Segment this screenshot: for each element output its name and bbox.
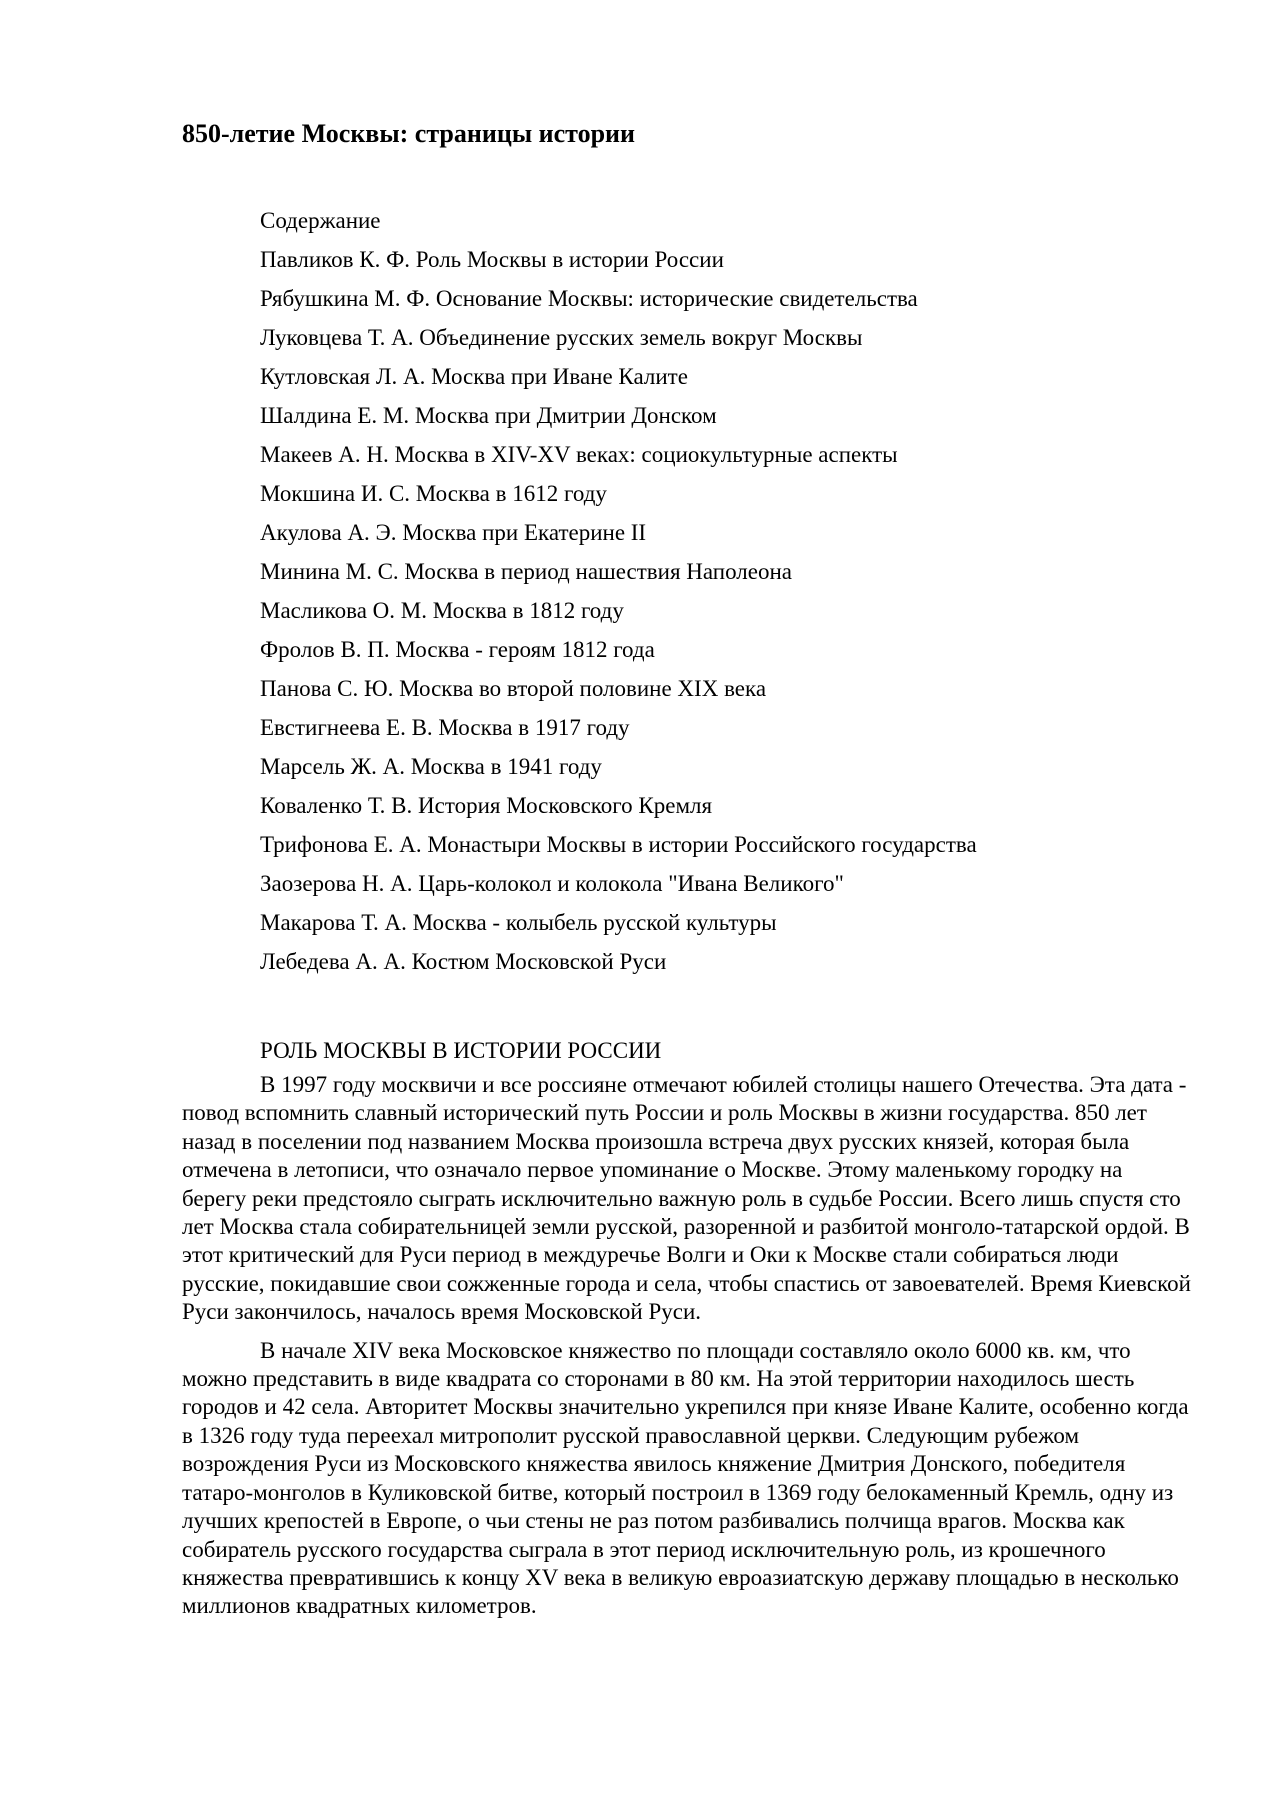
toc-item: Коваленко Т. В. История Московского Кремля (260, 793, 713, 818)
toc-item: Павликов К. Ф. Роль Москвы в истории России (260, 247, 724, 272)
toc-item: Акулова А. Э. Москва при Екатерине II (260, 520, 647, 545)
toc-item: Трифонова Е. А. Монастыри Москвы в истории Российского государства (260, 832, 977, 857)
toc-item: Макарова Т. А. Москва - колыбель русской культуры (260, 910, 777, 935)
toc-item: Мокшина И. С. Москва в 1612 году (260, 481, 607, 506)
toc-item: Луковцева Т. А. Объединение русских земель вокруг Москвы (260, 325, 863, 350)
toc-item: Фролов В. П. Москва - героям 1812 года (260, 637, 655, 662)
toc-item: Шалдина Е. М. Москва при Дмитрии Донском (260, 403, 717, 428)
toc-item: Заозерова Н. А. Царь-колокол и колокола "Ивана Великого" (260, 871, 844, 896)
toc-item: Рябушкина М. Ф. Основание Москвы: исторические свидетельства (260, 286, 918, 311)
toc-item: Минина М. С. Москва в период нашествия Наполеона (260, 559, 792, 584)
paragraph: В начале XIV века Московское княжество по площади составляло около 6000 кв. км, что можно представить в виде квадрата со сторонами в 80 км. На этой территории находилось шесть городов и 42 села. Авторитет Москвы значительно укрепился при князе Иване Калите, особенно когда в 1326 году туда переехал митрополит русской православной церкви. Следующим рубежом возрождения Руси из Московского княжества явилось княжение Дмитрия Донского, победителя татаро-монголов в Куликовской битве, который построил в 1369 году белокаменный Кремль, одну из лучших крепостей в Европе, о чьи стены не раз потом разбивались полчища врагов. Москва как собиратель русского государства сыграла в этот период исключительную роль, из крошечного княжества превратившись к концу XV века в великую евроазиатскую державу площадью в несколько миллионов квадратных километров. (182, 1337, 1189, 1619)
section-heading: РОЛЬ МОСКВЫ В ИСТОРИИ РОССИИ (260, 1038, 662, 1063)
toc-item: Марсель Ж. А. Москва в 1941 году (260, 754, 602, 779)
toc-item: Кутловская Л. А. Москва при Иване Калите (260, 364, 688, 389)
toc-item: Лебедева А. А. Костюм Московской Руси (260, 949, 667, 974)
toc-item: Панова С. Ю. Москва во второй половине XIX века (260, 676, 767, 701)
toc-item: Евстигнеева Е. В. Москва в 1917 году (260, 715, 630, 740)
toc-item: Макеев А. Н. Москва в XIV-XV веках: социокультурные аспекты (260, 442, 898, 467)
paragraph: В 1997 году москвичи и все россияне отмечают юбилей столицы нашего Отечества. Эта дата - повод вспомнить славный исторический путь России и роль Москвы в жизни государства. 850 лет назад в поселении под названием Москва произошла встреча двух русских князей, которая была отмечена в летописи, что означало первое упоминание о Москве. Этому маленькому городку на берегу реки предстояло сыграть исключительно важную роль в судьбе России. Всего лишь спустя сто лет Москва стала собирательницей земли русской, разоренной и разбитой монголо-татарской ордой. В этот критический для Руси период в междуречье Волги и Оки к Москве стали собираться люди русские, покидавшие свои сожженные города и села, чтобы спастись от завоевателей. Время Киевской Руси закончилось, началось время Московской Руси. (182, 1072, 1191, 1325)
toc-heading: Содержание (260, 208, 381, 233)
page-title: 850-летие Москвы: страницы истории (182, 119, 635, 148)
article-section (182, 1031, 1192, 1631)
table-of-contents (260, 201, 977, 981)
toc-item: Масликова О. М. Москва в 1812 году (260, 598, 624, 623)
